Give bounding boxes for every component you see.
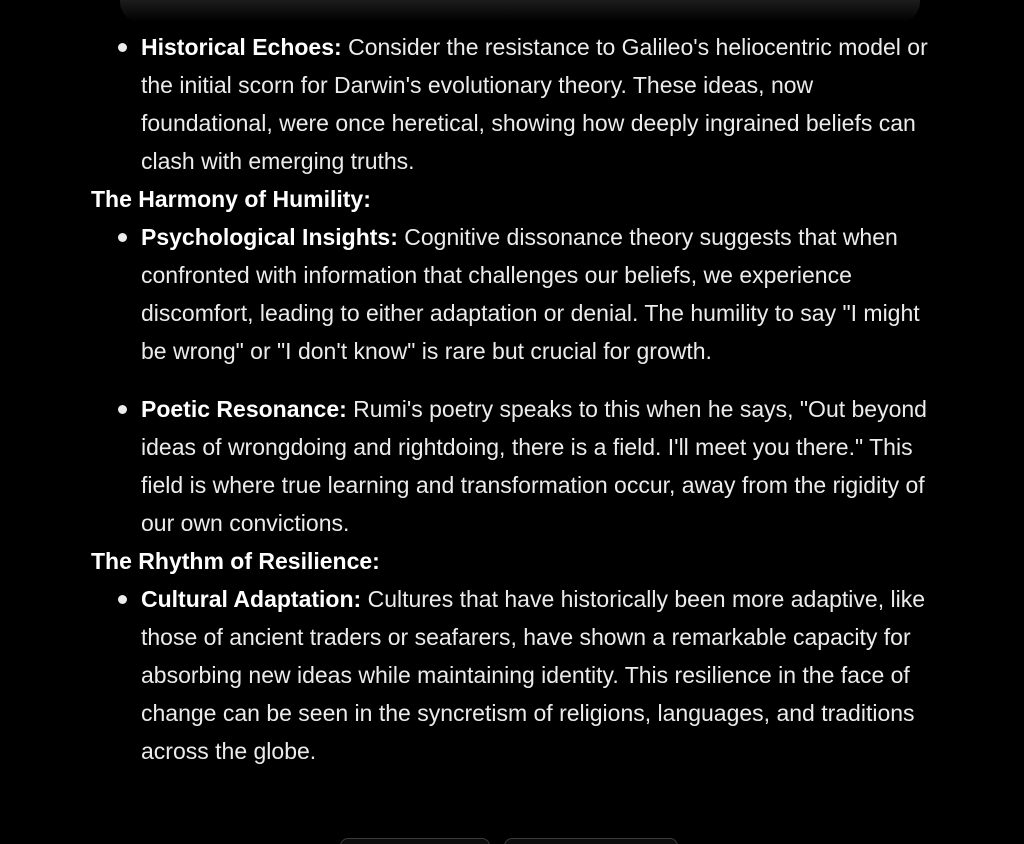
- list-item: [91, 28, 941, 180]
- bullet-list-history: [91, 28, 941, 180]
- item-text: Cultures that have historically been more adaptive, like those of ancient traders or seafarers, have shown a remarkable capacity for absorbing new ideas while maintaining identity. This resilience in the face of change can be seen in the syncretism of religions, languages, and traditions across the globe.: [141, 586, 925, 764]
- item-lead: Poetic Resonance:: [141, 396, 347, 422]
- message-content: [91, 28, 941, 770]
- bullet-icon: [118, 43, 127, 52]
- item-text: Rumi's poetry speaks to this when he says, "Out beyond ideas of wrongdoing and rightdoing, there is a field. I'll meet you there." This field is where true learning and transformation occur, away from the rigidity of our own convictions.: [141, 396, 927, 536]
- bullet-icon: [118, 233, 127, 242]
- bullet-icon: [118, 405, 127, 414]
- bottom-actions: [340, 838, 680, 844]
- item-text: Cognitive dissonance theory suggests that when confronted with information that challenges our beliefs, we experience discomfort, leading to either adaptation or denial. The humility to say "I might be wrong" or "I don't know" is rare but crucial for growth.: [141, 224, 920, 364]
- list-item: [91, 218, 941, 370]
- scroll-fade-top: [120, 0, 920, 22]
- action-chip[interactable]: [340, 838, 490, 844]
- bullet-list-resilience: [91, 580, 941, 770]
- item-lead: Historical Echoes:: [141, 34, 342, 60]
- item-lead: Cultural Adaptation:: [141, 586, 362, 612]
- list-item: [91, 390, 941, 542]
- section-heading-humility: The Harmony of Humility:: [91, 186, 371, 212]
- item-lead: Psychological Insights:: [141, 224, 398, 250]
- action-chip[interactable]: [504, 838, 678, 844]
- list-item: [91, 580, 941, 770]
- section-heading-resilience: The Rhythm of Resilience:: [91, 548, 380, 574]
- item-text: Consider the resistance to Galileo's heliocentric model or the initial scorn for Darwin's evolutionary theory. These ideas, now foundational, were once heretical, showing how deeply ingrained beliefs can clash with emerging truths.: [141, 34, 928, 174]
- bullet-icon: [118, 595, 127, 604]
- bullet-list-humility: [91, 218, 941, 542]
